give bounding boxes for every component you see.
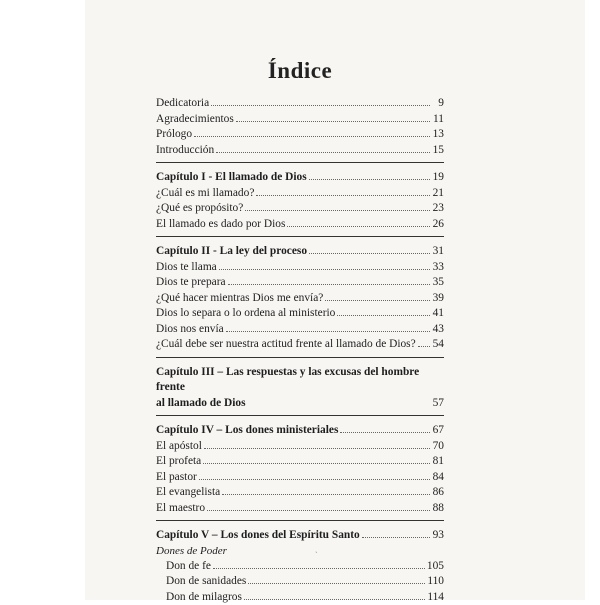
toc-entry: ¿Qué hacer mientras Dios me envía? 39 bbox=[156, 291, 444, 307]
page-title: Índice bbox=[0, 58, 600, 84]
toc-entry: El llamado es dado por Dios 26 bbox=[156, 217, 444, 233]
toc-entry: El apóstol 70 bbox=[156, 439, 444, 455]
divider bbox=[156, 236, 444, 237]
toc-entry: Don de fe 105 bbox=[156, 559, 444, 575]
chapter-heading bbox=[156, 365, 444, 412]
chapter-heading: Capítulo II - La ley del proceso 31 bbox=[156, 244, 444, 260]
chapter-heading-line: al llamado de Dios bbox=[156, 396, 433, 412]
toc-entry: Prólogo 13 bbox=[156, 127, 444, 143]
chapter-heading: Capítulo IV – Los dones ministeriales 67 bbox=[156, 423, 444, 439]
toc-entry: ¿Qué es propósito? 23 bbox=[156, 201, 444, 217]
toc-entry: Don de milagros 114 bbox=[156, 590, 444, 605]
chapter-heading-line: Capítulo III – Las respuestas y las excusas del hombre frente bbox=[156, 365, 444, 396]
toc-entry: Dios lo separa o lo ordena al ministerio 41 bbox=[156, 306, 444, 322]
section-subheading: Dones de Poder bbox=[156, 544, 444, 559]
toc-entry: El pastor 84 bbox=[156, 470, 444, 486]
toc-entry: Dedicatoria 9 bbox=[156, 96, 444, 112]
toc-entry: Agradecimientos 11 bbox=[156, 112, 444, 128]
chapter-heading: Capítulo I - El llamado de Dios 19 bbox=[156, 170, 444, 186]
toc-entry: Dios te prepara 35 bbox=[156, 275, 444, 291]
divider bbox=[156, 520, 444, 521]
page-speck: ˏ bbox=[315, 544, 318, 553]
toc-entry: Dios nos envía 43 bbox=[156, 322, 444, 338]
toc-entry: ¿Cuál es mi llamado? 21 bbox=[156, 186, 444, 202]
toc-entry: Don de sanidades 110 bbox=[156, 574, 444, 590]
divider bbox=[156, 415, 444, 416]
toc-entry: El maestro 88 bbox=[156, 501, 444, 517]
divider bbox=[156, 162, 444, 163]
toc-entry: El evangelista 86 bbox=[156, 485, 444, 501]
toc-entry: Introducción 15 bbox=[156, 143, 444, 159]
divider bbox=[156, 357, 444, 358]
toc-entry: El profeta 81 bbox=[156, 454, 444, 470]
table-of-contents bbox=[156, 96, 444, 605]
toc-entry: Dios te llama 33 bbox=[156, 260, 444, 276]
chapter-heading: Capítulo V – Los dones del Espíritu Santo 93 bbox=[156, 528, 444, 544]
page-number: 57 bbox=[433, 396, 444, 412]
toc-entry: ¿Cuál debe ser nuestra actitud frente al llamado de Dios? 54 bbox=[156, 337, 444, 353]
